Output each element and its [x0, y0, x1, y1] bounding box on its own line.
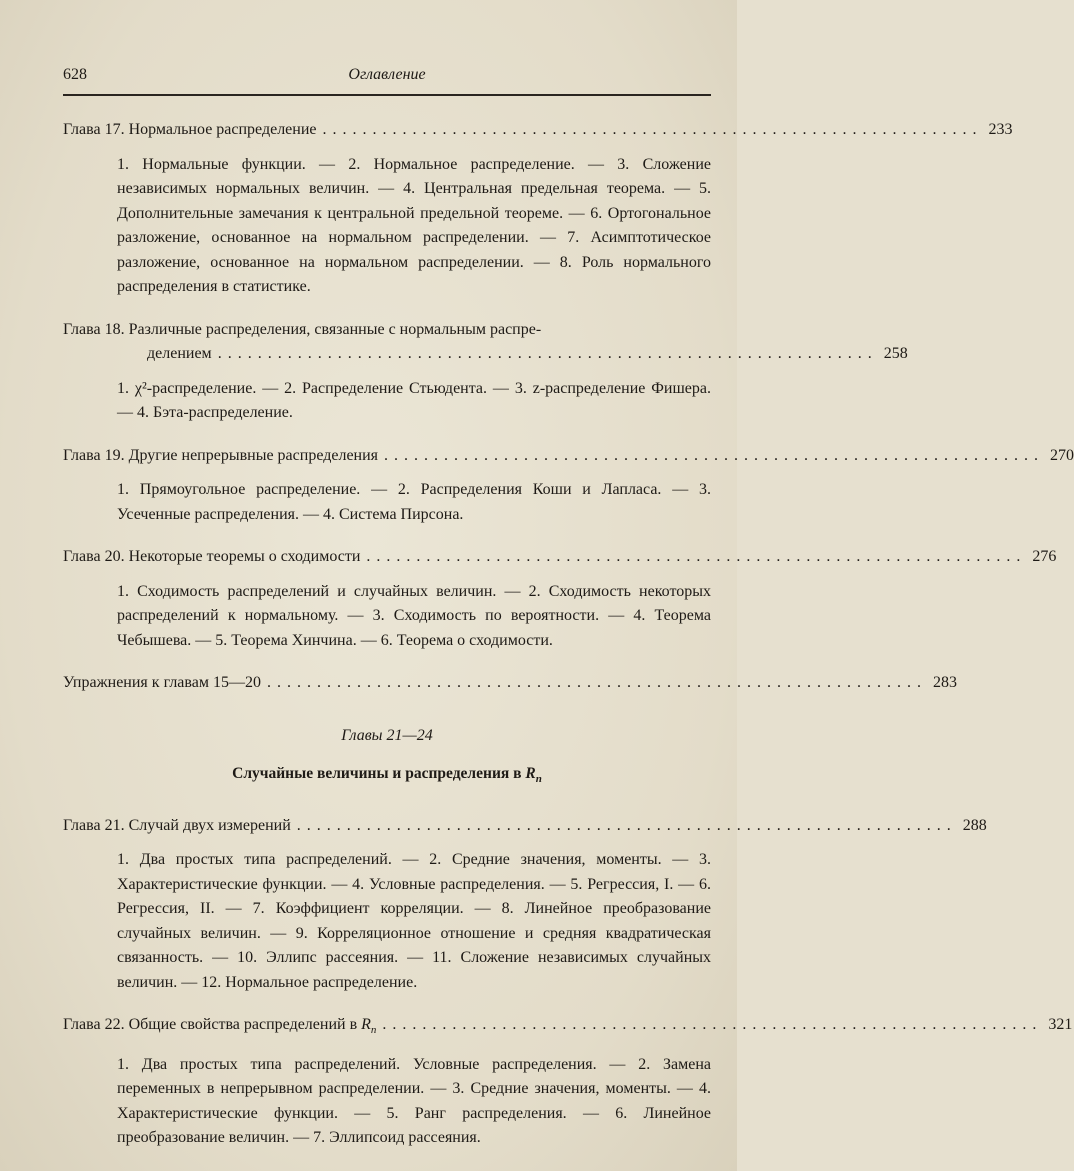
toc-entry-exercises — [63, 671, 957, 696]
toc-entry-chapter-21 — [63, 814, 987, 996]
entry-page: 321 — [1048, 1016, 1073, 1034]
entry-label: Глава 17. Нормальное распределение — [63, 121, 317, 138]
section-title-symbol: $R_n$ — [525, 765, 542, 786]
entry-page: 258 — [883, 345, 908, 362]
entry-page: 288 — [962, 816, 987, 834]
dot-leader: .................................................................. — [384, 446, 1045, 464]
dot-leader: .................................................................. — [296, 816, 957, 834]
toc-entry-chapter-22 — [63, 1013, 1073, 1151]
entry-description: 1. Два простых типа распределений. Условные распределения. — 2. Замена переменных в непрерывном распределении. — 3. Средние значения, моменты. — 4. Характеристические функции. — 5. Ранг распределения. — 6. Линейное преобразование величин. — 7. Эллипсоид рассеяния. — [117, 1055, 711, 1147]
header-rule — [63, 94, 711, 96]
toc-entry-chapter-20 — [63, 545, 1057, 653]
entry-label: Глава 20. Некоторые теоремы о сходимости — [63, 548, 361, 565]
running-head — [63, 66, 711, 90]
section-title — [63, 762, 711, 792]
entry-page: 276 — [1032, 548, 1057, 565]
toc-entry-chapter-19 — [63, 444, 1074, 528]
toc-entry-chapter-18 — [63, 318, 908, 426]
dot-leader: .................................................................. — [217, 345, 878, 362]
section-heading: Главы 21—24 — [341, 726, 433, 744]
entry-description: 1. Прямоугольное распределение. — 2. Распределения Коши и Лапласа. — 3. Усеченные распределения. — 4. Система Пирсона. — [117, 481, 711, 523]
entry-description: 1. χ²-распределение. — 2. Распределение Стьюдента. — 3. z-распределение Фишера. — 4. Бэта-распределение. — [117, 379, 711, 421]
entry-label: Упражнения к главам 15—20 — [63, 674, 261, 691]
entry-label: Глава 19. Другие непрерывные распределения — [63, 446, 379, 464]
entry-description: 1. Сходимость распределений и случайных величин. — 2. Сходимость некоторых распределений к нормальному. — 3. Сходимость по вероятности. — 4. Теорема Чебышева. — 5. Теорема Хинчина. — 6. Теорема о сходимости. — [117, 582, 711, 649]
dot-leader: .................................................................. — [366, 548, 1027, 565]
entry-page: 283 — [932, 674, 957, 691]
running-title: Оглавление — [348, 66, 426, 83]
entry-label-line1: Глава 18. Различные распределения, связанные с нормальным распре- — [63, 320, 542, 338]
entry-label-symbol: $R_n$ — [361, 1016, 377, 1037]
dot-leader: .................................................................. — [266, 674, 927, 691]
dot-leader: .................................................................. — [382, 1016, 1043, 1034]
page-number: 628 — [63, 66, 87, 83]
entry-page: 270 — [1050, 446, 1074, 464]
entry-label-line2: делением — [147, 345, 212, 362]
toc-entry-chapter-17 — [63, 118, 1013, 300]
section-title-text: Случайные величины и распределения в — [232, 765, 522, 782]
entry-label — [63, 1013, 376, 1043]
entry-description: 1. Нормальные функции. — 2. Нормальное распределение. — 3. Сложение независимых нормальных величин. — 4. Центральная предельная теорема. — 5. Дополнительные замечания к центральной предельной теореме. — 6. Ортогональное разложение, основанное на нормальном распределении. — 7. Асимптотическое разложение, основанное на нормальном распределении. — 8. Роль нормального распределения в статистике. — [117, 155, 711, 295]
dot-leader: .................................................................. — [322, 121, 983, 138]
entry-label: Глава 21. Случай двух измерений — [63, 816, 291, 834]
toc-content — [63, 118, 1074, 1151]
entry-page: 233 — [988, 121, 1013, 138]
entry-label-text: Глава 22. Общие свойства распределений в — [63, 1016, 358, 1034]
entry-description: 1. Два простых типа распределений. — 2. Средние значения, моменты. — 3. Характеристические функции. — 4. Условные распределения. — 5. Регрессия, I. — 6. Регрессия, II. — 7. Коэффициент корреляции. — 8. Линейное преобразование случайных величин. — 9. Корреляционное отношение и средняя квадратическая связанность. — 10. Эллипс рассеяния. — 11. Сложение независимых случайных величин. — 12. Нормальное распределение. — [117, 851, 711, 991]
